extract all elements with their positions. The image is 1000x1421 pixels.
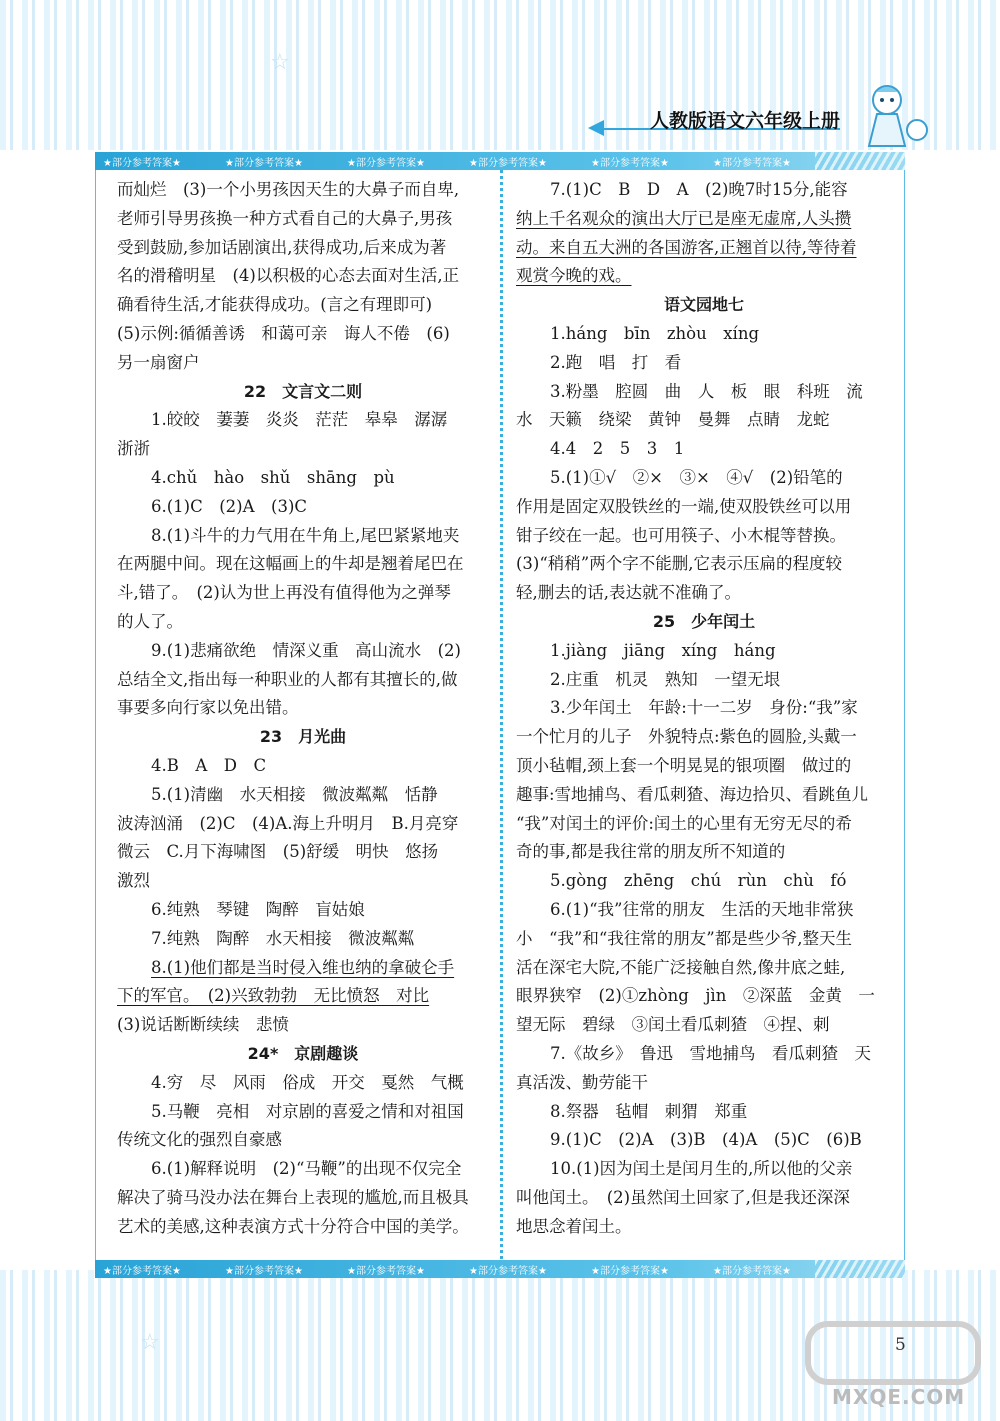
section-heading: 25 少年闰土: [652, 611, 756, 631]
watermark-text: MXQE.COM: [832, 1385, 966, 1409]
answer-line: 5.马鞭 亮相 对京剧的喜爱之情和对祖国: [151, 1101, 464, 1121]
answer-line: 事要多向行家以免出错。: [117, 698, 299, 718]
answer-line: 7.《故乡》 鲁迅 雪地捕鸟 看瓜刺猹 天: [550, 1043, 871, 1063]
answer-line: 5.(1)清幽 水天相接 微波粼粼 恬静: [151, 784, 438, 804]
answer-line: 总结全文,指出每一种职业的人都有其擅长的,做: [117, 669, 458, 689]
answer-line: 4.4 2 5 3 1: [550, 439, 685, 459]
answer-line: 微云 C.月下海啸图 (5)舒缓 明快 悠扬: [117, 842, 439, 862]
answer-line: 斗,错了。 (2)认为世上再没有值得他为之弹琴: [117, 583, 451, 603]
answer-line: 小 “我”和“我往常的朋友”都是些少爷,整天生: [516, 928, 852, 948]
answer-line: 解决了骑马没办法在舞台上表现的尴尬,而且极具: [117, 1187, 469, 1207]
answer-line: 钳子绞在一起。也可用筷子、小木棍等替换。: [516, 525, 846, 545]
answer-line: 8.(1)斗牛的力气用在牛角上,尾巴紧紧地夹: [151, 525, 460, 545]
answer-line: 名的滑稽明星 (4)以积极的心态去面对生活,正: [117, 266, 460, 286]
answer-line: 的人了。: [117, 611, 183, 631]
answer-line: 8.祭器 毡帽 刺猬 郑重: [550, 1101, 748, 1121]
band-hatch: [815, 1260, 905, 1278]
answer-line: 轻,删去的话,表达就不准确了。: [516, 583, 741, 603]
band-label: ★部分参考答案★: [225, 1266, 303, 1277]
answer-line: 4.穷 尽 风雨 俗成 开交 戛然 气概: [151, 1072, 464, 1092]
answer-line: 4.B A D C: [151, 755, 267, 775]
answer-line: 作用是固定双股铁丝的一端,使双股铁丝可以用: [516, 496, 852, 516]
answer-line: 活在深宅大院,不能广泛接触自然,像井底之蛙,: [516, 957, 846, 977]
answer-line: 10.(1)因为闰土是闰月生的,所以他的父亲: [550, 1159, 853, 1179]
band-label: ★部分参考答案★: [225, 158, 303, 169]
answer-line: 波涛汹涌 (2)C (4)A.海上升明月 B.月亮穿: [117, 813, 459, 833]
answer-line: 5.(1)①√ ②× ③× ④√ (2)铅笔的: [550, 467, 843, 487]
answer-line: 3.少年闰土 年龄:十一二岁 身份:“我”家: [550, 698, 858, 718]
section-heading: 23 月光曲: [259, 727, 347, 747]
band-label: ★部分参考答案★: [347, 158, 425, 169]
answer-line: (5)示例:循循善诱 和蔼可亲 诲人不倦 (6): [117, 323, 450, 343]
band-label: ★部分参考答案★: [591, 158, 669, 169]
answer-line: 6.(1)解释说明 (2)“马鞭”的出现不仅完全: [151, 1159, 462, 1179]
answer-line: 3.粉墨 腔圆 曲 人 板 眼 科班 流: [550, 381, 863, 401]
answer-line: 传统文化的强烈自豪感: [117, 1130, 282, 1150]
top-background-stripes: [0, 0, 1000, 150]
band-label: ★部分参考答案★: [713, 1266, 791, 1277]
answer-line: 6.(1)“我”往常的朋友 生活的天地非常狭: [550, 899, 854, 919]
answer-line: 真活泼、勤劳能干: [516, 1072, 648, 1092]
answer-line: 6.(1)C (2)A (3)C: [151, 496, 308, 516]
answer-line: (3)说话断断续续 悲愤: [117, 1015, 289, 1035]
band-label: ★部分参考答案★: [713, 158, 791, 169]
answer-line: 确看待生活,才能获得成功。(言之有理即可): [117, 295, 433, 315]
answer-line: 2.庄重 机灵 熟知 一望无垠: [550, 669, 781, 689]
left-answer-column: [117, 176, 489, 1241]
mascot-girl-icon: [855, 80, 935, 150]
answer-line: 顶小毡帽,颈上套一个明晃晃的银项圈 做过的: [516, 755, 852, 775]
answer-line: 另一扇窗户: [117, 352, 200, 372]
answer-line: 趣事:雪地捕鸟、看瓜刺猹、海边拾贝、看跳鱼儿: [516, 784, 869, 804]
answer-line: 在两腿中间。现在这幅画上的牛却是翘着尾巴在: [117, 554, 464, 574]
star-decoration: ☆: [270, 50, 290, 75]
band-label: ★部分参考答案★: [103, 158, 181, 169]
band-label: ★部分参考答案★: [469, 158, 547, 169]
answer-line: 浙浙: [117, 439, 150, 459]
answer-line: 眼界狭窄 (2)①zhòng jìn ②深蓝 金黄 一: [516, 986, 875, 1006]
band-label: ★部分参考答案★: [103, 1266, 181, 1277]
answer-line: 5.gòng zhēng chú rùn chù fó: [550, 871, 847, 891]
answer-line: 奇的事,都是我往常的朋友所不知道的: [516, 842, 786, 862]
band-label: ★部分参考答案★: [591, 1266, 669, 1277]
bottom-band: [95, 1260, 905, 1278]
answer-line: 1.háng bīn zhòu xíng: [550, 323, 760, 343]
answer-line: 6.纯熟 琴键 陶醉 盲姑娘: [151, 899, 365, 919]
answer-line: 水 天籁 绕梁 黄钟 曼舞 点睛 龙蛇: [516, 410, 830, 430]
answer-line: 7.(1)C B D A (2)晚7时15分,能容: [550, 180, 848, 199]
top-band: [95, 152, 905, 170]
band-label: ★部分参考答案★: [469, 1266, 547, 1277]
answer-line: 纳上千名观众的演出大厅已是座无虚席,人头攒: [516, 208, 852, 228]
section-heading: 语文园地七: [663, 295, 744, 315]
answer-line: 观赏今晚的戏。: [516, 266, 632, 286]
answer-line: 1.皎皎 萋萋 炎炎 茫茫 皋皋 潺潺: [151, 410, 448, 430]
answer-line: 地思念着闰土。: [516, 1216, 632, 1236]
answer-line: 激烈: [117, 871, 150, 891]
answer-line: 1.jiàng jiāng xíng háng: [550, 640, 776, 660]
page-number: 5: [895, 1335, 906, 1355]
answer-line: 受到鼓励,参加话剧演出,获得成功,后来成为著: [117, 237, 447, 257]
column-divider: [500, 170, 503, 1260]
answer-line: 艺术的美感,这种表演方式十分符合中国的美学。: [117, 1216, 469, 1236]
answer-line: 4.chǔ hào shǔ shāng pù: [151, 467, 395, 487]
section-heading: 22 文言文二则: [243, 381, 363, 401]
answer-line: 9.(1)C (2)A (3)B (4)A (5)C (6)B: [550, 1130, 862, 1150]
answer-line: 老师引导男孩换一种方式看自己的大鼻子,男孩: [117, 208, 453, 228]
answer-line: 下的军官。 (2)兴致勃勃 无比愤怒 对比: [117, 986, 430, 1006]
answer-line: (3)“稍稍”两个字不能删,它表示压扁的程度较: [516, 554, 842, 574]
answer-line: 2.跑 唱 打 看: [550, 352, 682, 372]
answer-line: “我”对闰土的评价:闰土的心里有无穷无尽的希: [516, 813, 852, 833]
band-label: ★部分参考答案★: [347, 1266, 425, 1277]
answer-line: 动。来自五大洲的各国游客,正翘首以待,等待着: [516, 237, 857, 257]
answer-line: 8.(1)他们都是当时侵入维也纳的拿破仑手: [151, 957, 455, 977]
answer-line: 一个忙月的儿子 外貌特点:紫色的圆脸,头戴一: [516, 727, 857, 747]
section-heading: 24* 京剧趣谈: [247, 1043, 359, 1063]
star-decoration: ☆: [140, 1330, 160, 1355]
answer-line: 7.纯熟 陶醉 水天相接 微波粼粼: [151, 928, 415, 948]
answer-line: 9.(1)悲痛欲绝 情深义重 高山流水 (2): [151, 640, 461, 660]
answer-line: 叫他闰土。 (2)虽然闰土回家了,但是我还深深: [516, 1187, 850, 1207]
book-title: 人教版语文六年级上册: [650, 110, 841, 132]
right-answer-column: [516, 176, 892, 1241]
band-hatch: [815, 152, 905, 170]
answer-line: 望无际 碧绿 ③闰土看瓜刺猹 ④捏、刺: [516, 1015, 830, 1035]
answer-line: 而灿烂 (3)一个小男孩因天生的大鼻子而自卑,: [117, 180, 460, 199]
